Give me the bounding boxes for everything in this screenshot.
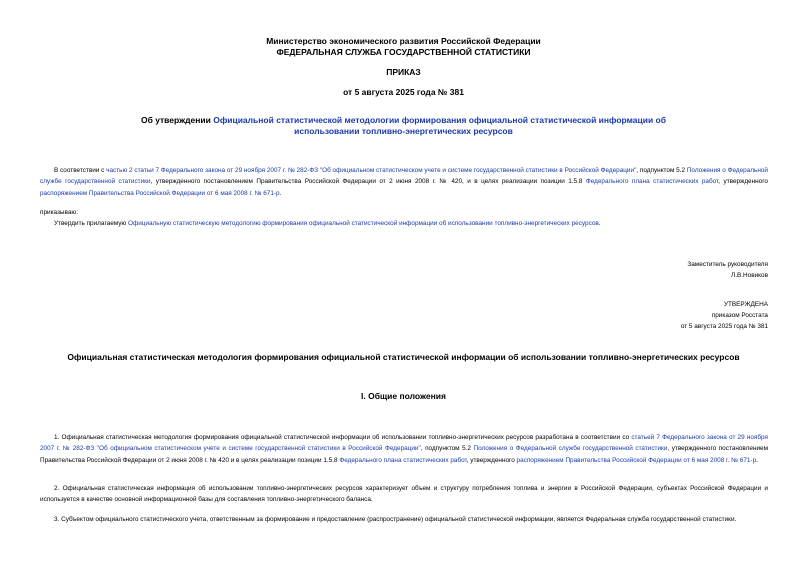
para1-link-regulation[interactable]: Положения о Федеральной службе государственной статистики xyxy=(473,445,668,453)
paragraph-1 xyxy=(40,432,768,466)
preamble-link-law[interactable]: частью 2 статьи 7 Федерального закона от 29 ноября 2007 г. № 282-ФЗ "Об официальном статистическом учете и системе государственной статистики в Российской Федерации" xyxy=(106,167,637,174)
title-link[interactable]: Официальной статистической методологии формирования официальной статистической информации об использовании топливно-энергетических ресурсов xyxy=(213,115,667,136)
order-label: приказываю: xyxy=(40,209,78,216)
approval-line-3: от 5 августа 2025 года № 381 xyxy=(680,323,768,331)
approval-block xyxy=(681,299,768,333)
preamble-text-1: В соответствии с xyxy=(54,167,107,174)
document-type: ПРИКАЗ xyxy=(386,67,421,77)
approval-line-2: приказом Росстата xyxy=(711,312,768,320)
paragraph-3 xyxy=(40,514,768,525)
order-text-2: . xyxy=(598,220,601,227)
signature-name: Л.В.Новиков xyxy=(731,272,768,280)
para1-link-plan[interactable]: Федерального плана статистических работ xyxy=(339,456,467,464)
signature-block xyxy=(687,259,768,281)
para1-text-5: . xyxy=(756,456,758,464)
preamble-text-5: . xyxy=(279,189,282,197)
methodology-title: Официальная статистическая методология формирования официальной статистической информации об использовании топливно-энергетических ресурсов xyxy=(67,352,740,362)
para1-text-3: , утвержденного постановлением Правительства Российской Федерации от 2 июня 2008 г. № 420 и в целях реализации позиции 1.5.8 xyxy=(40,445,768,464)
document-title xyxy=(140,115,667,137)
approval-line-1: УТВЕРЖДЕНА xyxy=(723,301,768,308)
preamble-text-4: , утвержденного xyxy=(718,178,768,186)
para2-text: 2. Официальная статистическая информация об использовании топливно-энергетических ресурсов характеризует объем и структуру потребления топлива и энергии в Российской Федерации, субъектах Российской Федерации и используется в качестве основной информационной базы для составления топливно-энергетического баланса. xyxy=(40,485,768,504)
order-paragraph xyxy=(40,218,768,229)
order-link-methodology[interactable]: Официальную статистическую методологию формирования официальной статистической информации об использовании топливно-энергетических ресурсов xyxy=(128,220,599,227)
preamble-text-2: , подпунктом 5.2 xyxy=(636,167,687,174)
para1-text-4: , утвержденного xyxy=(466,456,517,464)
document-date: от 5 августа 2025 года № 381 xyxy=(343,87,464,97)
para1-text-1: 1. Официальная статистическая методология формирования официальной статистической информации об использовании топливно-энергетических ресурсов разработана в соответствии со xyxy=(54,434,632,441)
para1-link-order[interactable]: распоряжением Правительства Российской Федерации от 6 мая 2008 г. № 671-р xyxy=(516,456,757,464)
title-prefix: Об утверждении xyxy=(140,115,214,125)
ministry-name: Министерство экономического развития Российской Федерации xyxy=(266,36,541,46)
preamble-link-order[interactable]: распоряжением Правительства Российской Федерации от 6 мая 2008 г. № 671-р xyxy=(40,189,280,197)
preamble-paragraph xyxy=(40,165,768,199)
paragraph-2 xyxy=(40,483,768,506)
para1-link-law[interactable]: статьей 7 Федерального закона от 29 ноября 2007 г. № 282-ФЗ "Об официальном статистическом учете и системе государственной статистики в Российской Федерации" xyxy=(40,434,768,453)
signature-position: Заместитель руководителя xyxy=(687,261,768,268)
preamble-link-regulation[interactable]: Положения о Федеральной службе государственной статистики xyxy=(40,167,768,186)
para1-text-2: , подпунктом 5.2 xyxy=(420,445,474,453)
para3-text: 3. Субъектом официального статистического учета, ответственным за формирование и предоставление (распространение) официальной статистической информации, является Федеральная служба государственной статистики. xyxy=(54,516,737,523)
section-title: I. Общие положения xyxy=(361,391,446,401)
preamble-text-3: , утвержденного постановлением Правительства Российской Федерации от 2 июня 2008 г. № 420, и в целях реализации позиции 1.5.8 xyxy=(150,178,586,186)
order-text-1: Утвердить прилагаемую xyxy=(54,220,128,227)
service-name: ФЕДЕРАЛЬНАЯ СЛУЖБА ГОСУДАРСТВЕННОЙ СТАТИСТИКИ xyxy=(276,47,531,57)
preamble-link-plan[interactable]: Федерального плана статистических работ xyxy=(585,178,719,186)
